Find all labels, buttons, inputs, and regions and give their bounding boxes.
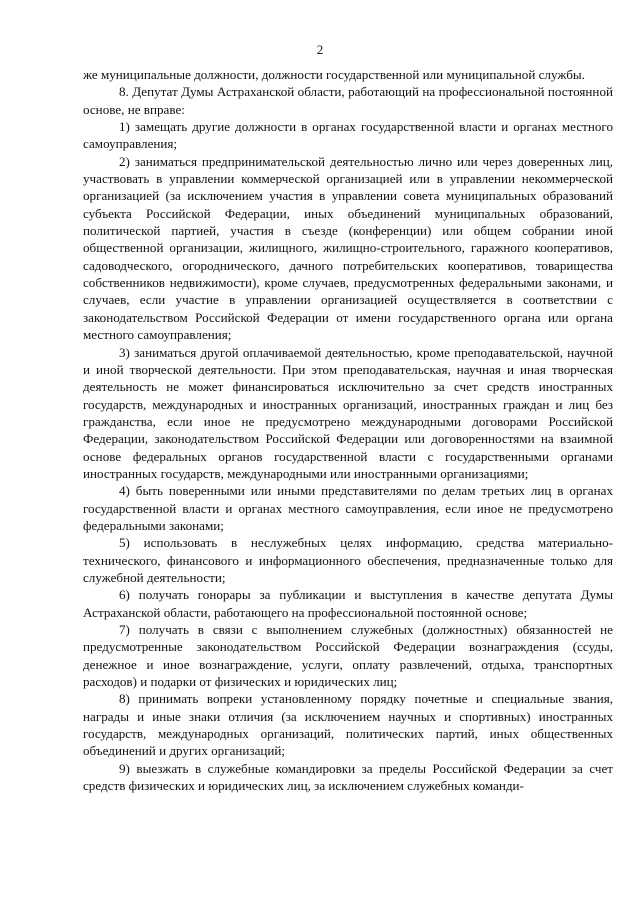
- page-number: 2: [316, 42, 324, 57]
- document-body: [83, 66, 613, 794]
- paragraph-continuation: же муниципальные должности, должности государственной или муниципальной службы.: [83, 67, 585, 82]
- paragraph-clause-8: 8. Депутат Думы Астраханской области, работающий на профессиональной постоянной основе, не вправе:: [83, 84, 613, 117]
- paragraph-item-7: 7) получать в связи с выполнением служебных (должностных) обязанностей не предусмотренные законодательством Российской Федерации вознаграждения (ссуды, денежное и иное вознаграждение, услуги, оплату развлечений, отдыха, транспортных расходов) и подарки от физических и юридических лиц;: [83, 622, 613, 690]
- paragraph-item-3: 3) заниматься другой оплачиваемой деятельностью, кроме преподавательской, научной и иной творческой деятельности. При этом преподавательская, научная и иная творческая деятельность не может финансироваться исключительно за счет средств иностранных государств, международных и иностранных организаций, иностранных граждан и лиц без гражданства, если иное не предусмотрено международными договорами Российской Федерации, законодательством Российской Федерации или договоренностями на взаимной основе федеральных органов государственной власти с государственными органами иностранных государств, международными или иностранными организациями;: [83, 344, 613, 481]
- paragraph-item-1: 1) замещать другие должности в органах государственной власти и органах местного самоуправления;: [83, 119, 613, 152]
- paragraph-item-9: 9) выезжать в служебные командировки за пределы Российской Федерации за счет средств физических и юридических лиц, за исключением служебных команди-: [83, 760, 613, 794]
- paragraph-item-6: 6) получать гонорары за публикации и выступления в качестве депутата Думы Астраханской области, работающего на профессиональной постоянной основе;: [83, 587, 613, 620]
- paragraph-item-8: 8) принимать вопреки установленному порядку почетные и специальные звания, награды и иные знаки отличия (за исключением научных и спортивных) иностранных государств, международных организаций, политических партий, иных общественных объединений и других организаций;: [83, 691, 613, 759]
- paragraph-item-4: 4) быть поверенными или иными представителями по делам третьих лиц в органах государственной власти и органах местного самоуправления, если иное не предусмотрено федеральными законами;: [83, 483, 613, 533]
- paragraph-item-2: 2) заниматься предпринимательской деятельностью лично или через доверенных лиц, участвовать в управлении коммерческой организацией или в управлении некоммерческой организацией (за исключением участия в управлении совета муниципальных образований субъекта Российской Федерации, иных объединений муниципальных образований, политической партией, участия в съезде (конференции) или общем собрании иной общественной организации, жилищного, жилищно-строительного, гаражного кооперативов, садоводческого, огороднического, дачного потребительских кооперативов, товарищества собственников недвижимости), кроме случаев, предусмотренных федеральными законами, и случаев, если участие в управлении организацией осуществляется в соответствии с законодательством Российской Федерации от имени государственного органа или органа местного самоуправления;: [83, 153, 613, 343]
- paragraph-item-5: 5) использовать в неслужебных целях информацию, средства материально-технического, финансового и информационного обеспечения, предназначенные только для служебной деятельности;: [83, 535, 613, 585]
